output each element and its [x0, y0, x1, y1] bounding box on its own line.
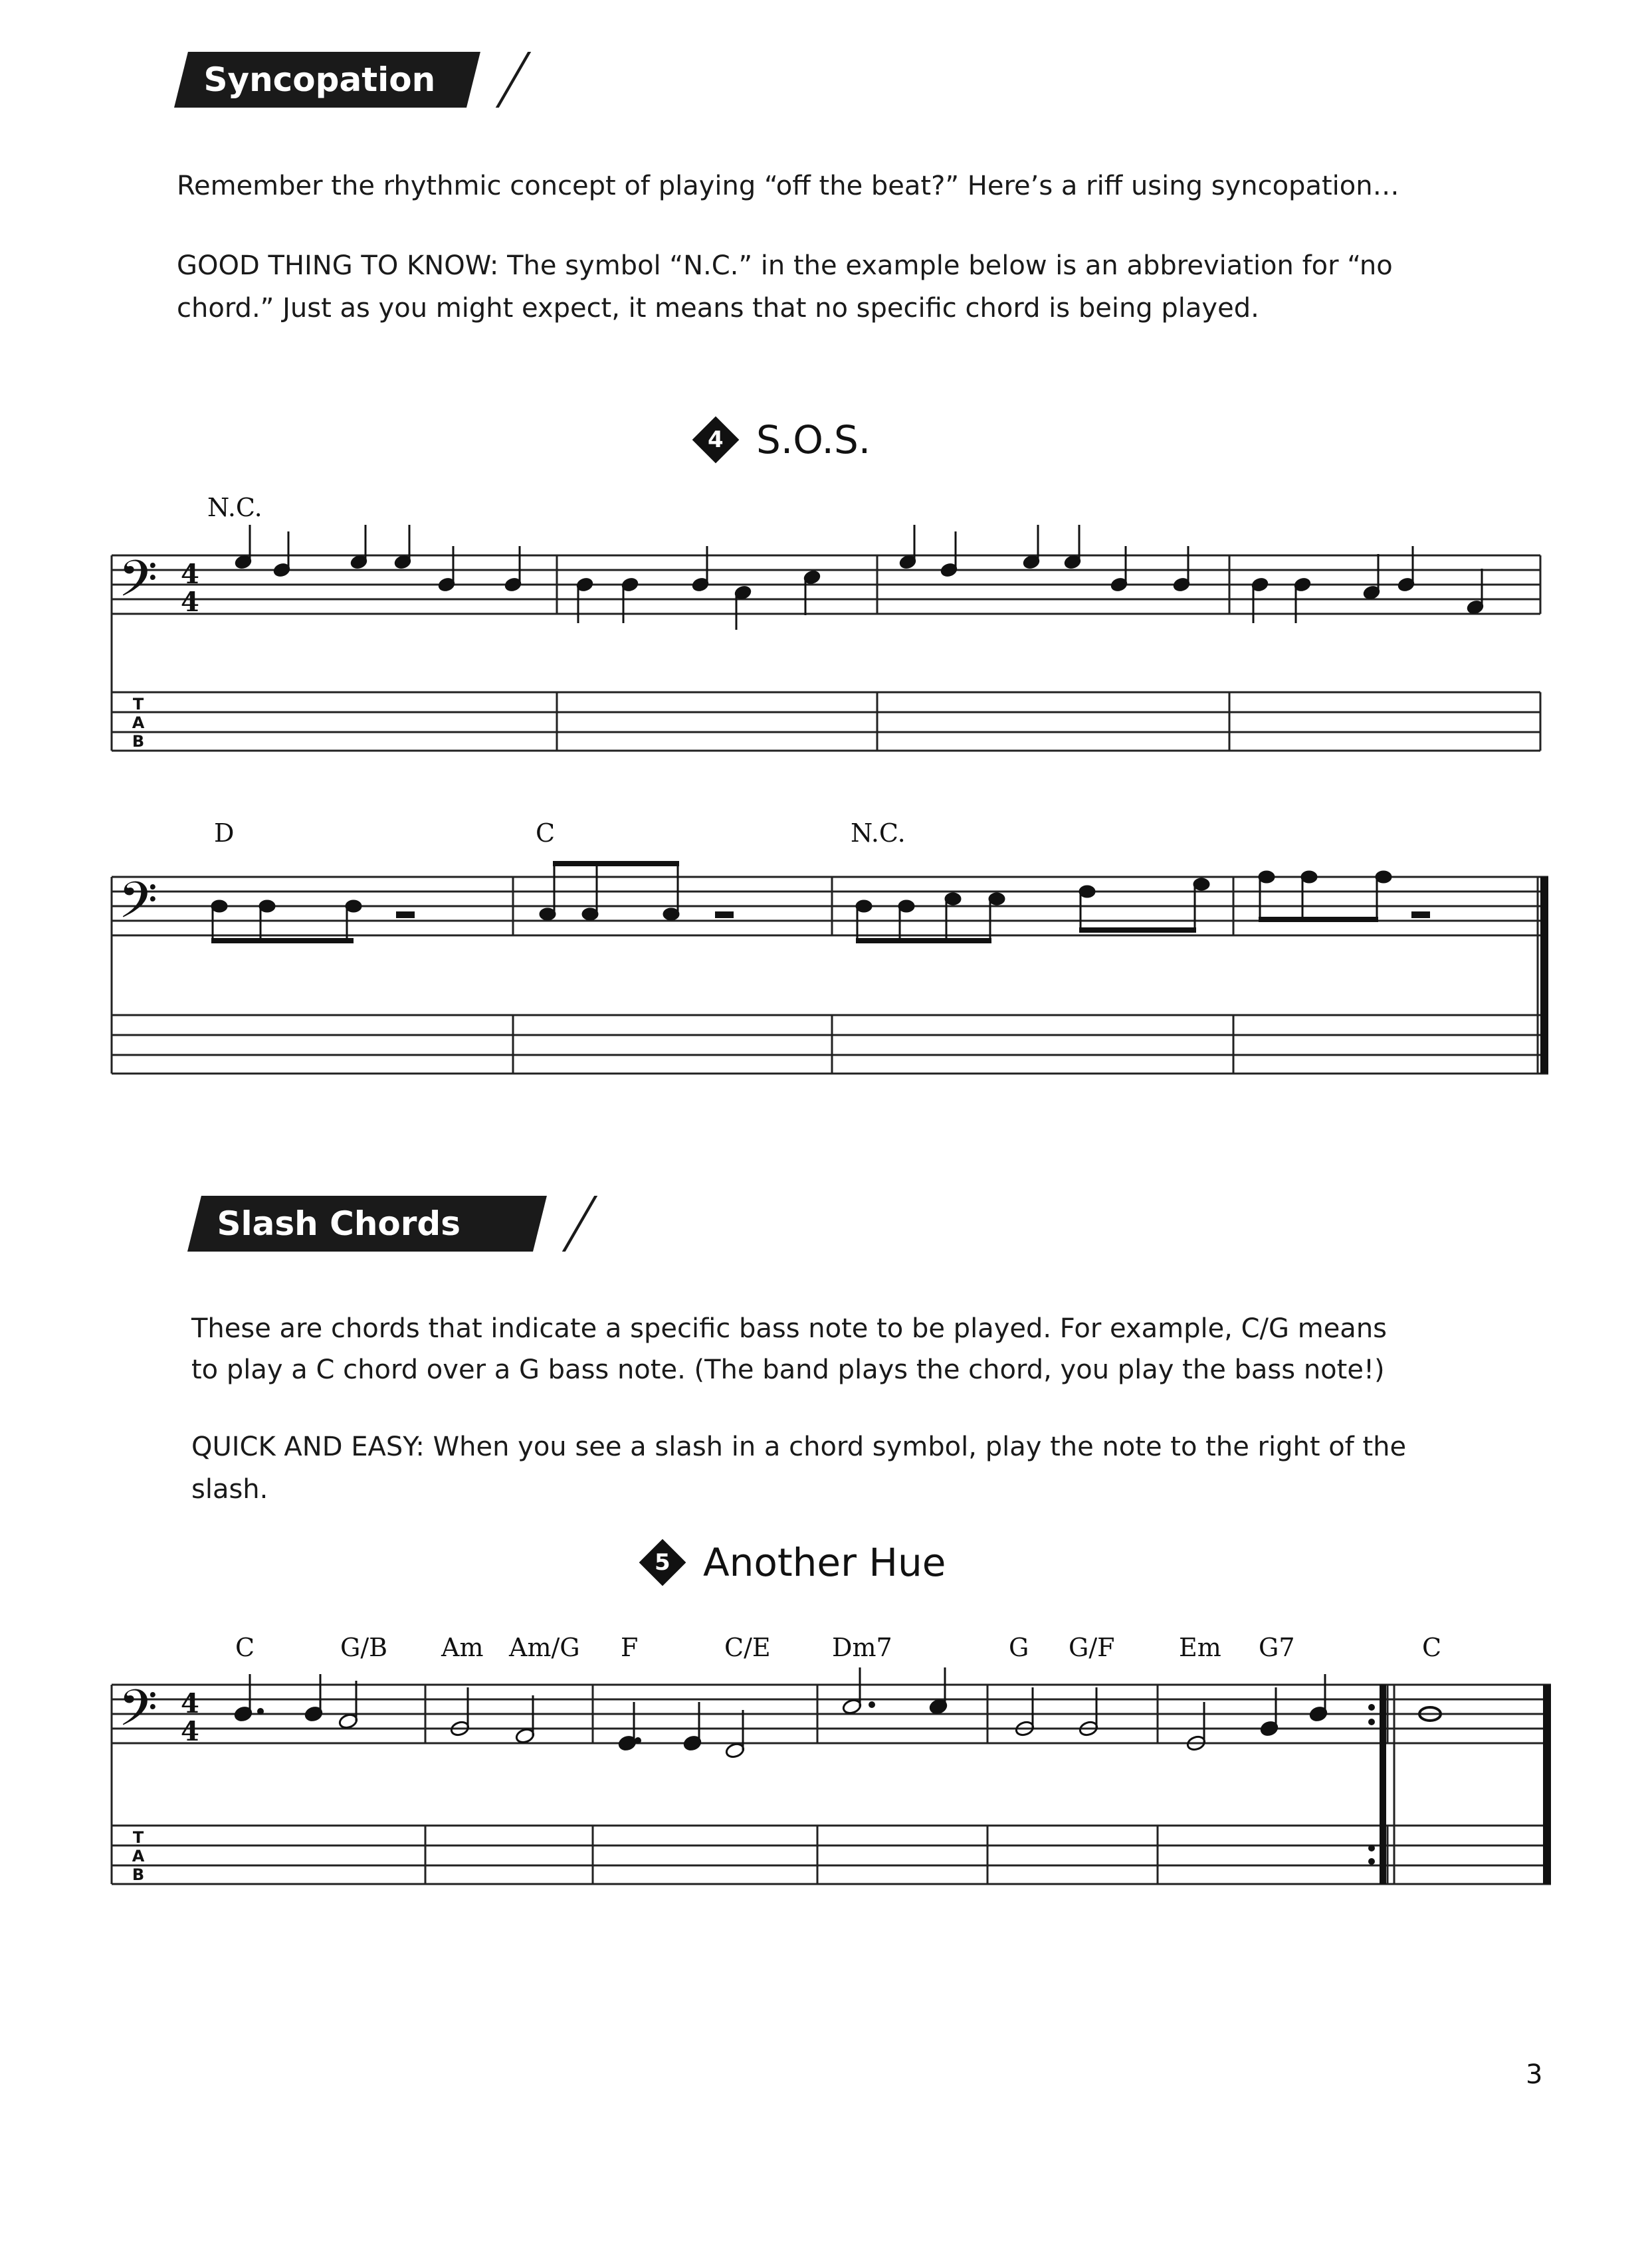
chord-symbol: G/F: [1069, 1633, 1115, 1662]
tab-letter: B: [132, 1865, 145, 1884]
svg-text:4: 4: [181, 587, 199, 618]
chord-symbol: N.C.: [207, 493, 262, 522]
tab-letter: A: [132, 1847, 145, 1865]
syncopation-intro: Remember the rhythmic concept of playing “off the beat?” Here’s a riff using syncopation…: [177, 171, 1399, 201]
slash-chords-text-line1: These are chords that indicate a specific bass note to be played. For example, C/G means: [191, 1313, 1388, 1344]
example-title: Another Hue: [703, 1540, 946, 1585]
chord-symbol: C/E: [724, 1633, 771, 1662]
slash-chords-heading: Slash Chords: [217, 1204, 461, 1243]
chord-symbol: C: [536, 818, 556, 848]
tab-letter: T: [132, 695, 144, 713]
chord-symbol: D: [214, 818, 235, 848]
example-number: 4: [708, 426, 724, 453]
svg-text:𝄢: 𝄢: [118, 1679, 158, 1750]
chord-symbol: G7: [1259, 1633, 1295, 1662]
svg-text:4: 4: [181, 1716, 199, 1747]
chord-symbol: C: [1422, 1633, 1442, 1662]
chord-symbol: Dm7: [832, 1633, 892, 1662]
example-number: 5: [655, 1549, 670, 1576]
tab-letter: A: [132, 713, 145, 732]
tab-letter: T: [132, 1828, 144, 1847]
syncopation-heading: Syncopation: [203, 60, 436, 99]
staff-system-1: [112, 555, 1540, 751]
chord-symbol: N.C.: [851, 818, 906, 848]
example-title: S.O.S.: [756, 417, 871, 462]
syncopation-tip-line1: GOOD THING TO KNOW: The symbol “N.C.” in the example below is an abbreviation for “no: [177, 250, 1393, 281]
syncopation-tip-line2: chord.” Just as you might expect, it means that no specific chord is being played.: [177, 293, 1259, 324]
chord-symbol: C: [235, 1633, 255, 1662]
staff-system-3: [112, 1685, 1551, 1884]
slash-chords-tip-line1: QUICK AND EASY: When you see a slash in a chord symbol, play the note to the right of the: [191, 1432, 1407, 1462]
slash-chords-text-line2: to play a C chord over a G bass note. (The band plays the chord, you play the bass note!): [191, 1355, 1385, 1385]
svg-text:4: 4: [181, 1688, 199, 1719]
svg-text:4: 4: [181, 559, 199, 590]
tab-letter: B: [132, 732, 145, 751]
chord-symbol: G/B: [340, 1633, 388, 1662]
chord-symbol: Em: [1179, 1633, 1221, 1662]
staff-system-2: [112, 877, 1548, 1074]
chord-symbol: F: [621, 1633, 639, 1662]
slash-chords-tip-line2: slash.: [191, 1474, 268, 1505]
chord-symbol: Am/G: [509, 1633, 580, 1662]
svg-text:𝄢: 𝄢: [118, 871, 158, 942]
chord-symbol: G: [1009, 1633, 1029, 1662]
chord-symbol: Am: [441, 1633, 484, 1662]
svg-text:𝄢: 𝄢: [118, 549, 158, 620]
page-number: 3: [1526, 2059, 1543, 2090]
